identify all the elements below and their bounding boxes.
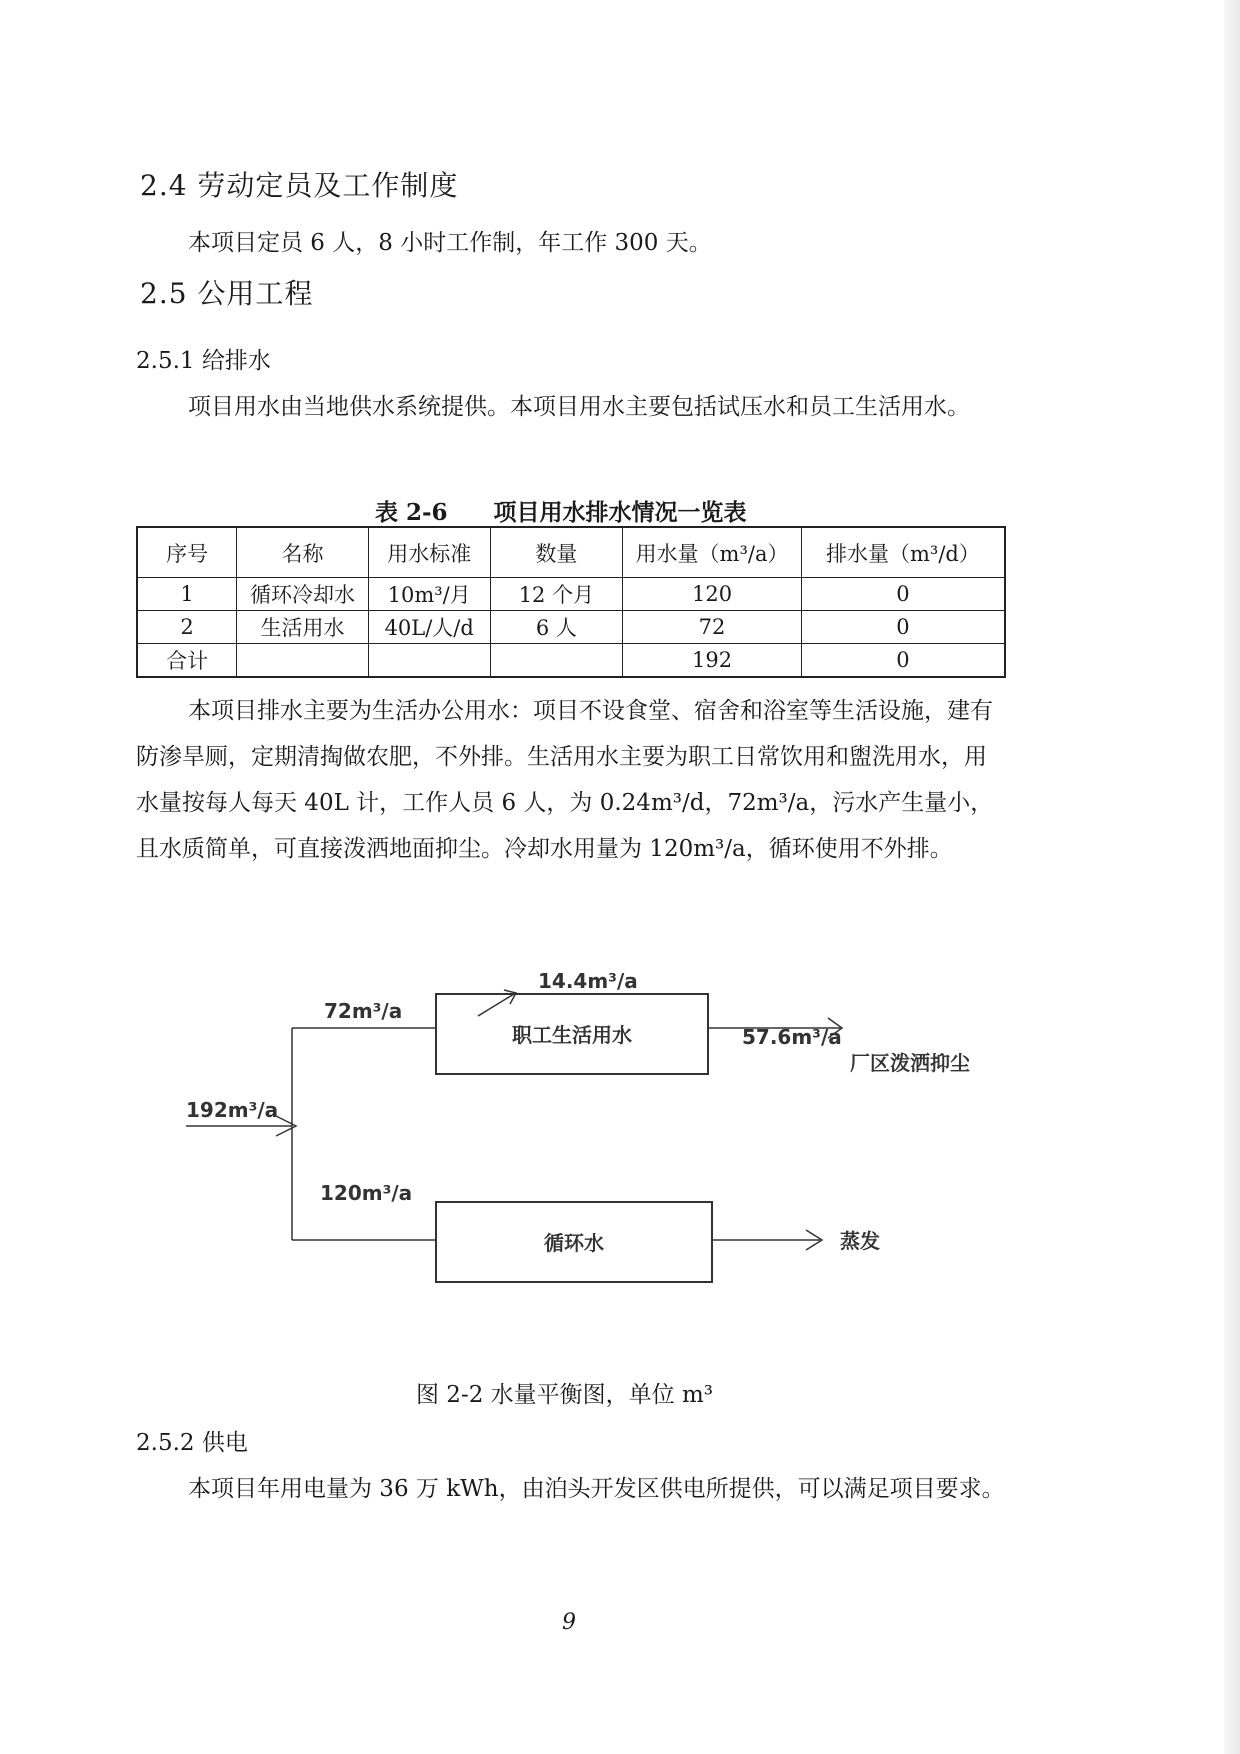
header-cell: 用水标准 xyxy=(368,527,490,578)
table-header-row xyxy=(137,527,1005,578)
table-cell: 0 xyxy=(801,578,1005,611)
table-total-row xyxy=(137,644,1005,678)
header-cell: 数量 xyxy=(490,527,623,578)
table-cell: 192 xyxy=(623,644,802,678)
drainage-paragraph xyxy=(136,688,1006,872)
table-caption: 表 2-6 项目用水排水情况一览表 xyxy=(375,499,747,526)
page-number: 9 xyxy=(562,1610,576,1635)
top-branch-flow-label: 72m³/a xyxy=(324,999,403,1023)
table-cell: 40L/人/d xyxy=(368,611,490,644)
water-supply-text: 项目用水由当地供水系统提供。本项目用水主要包括试压水和员工生活用水。 xyxy=(188,394,970,420)
table-cell: 2 xyxy=(137,611,237,644)
header-cell: 名称 xyxy=(237,527,369,578)
evaporation-arrow-top xyxy=(478,994,514,1016)
table-cell: 0 xyxy=(801,644,1005,678)
table-cell: 1 xyxy=(137,578,237,611)
header-cell: 序号 xyxy=(137,527,237,578)
table-cell xyxy=(237,644,369,678)
evaporation-label: 蒸发 xyxy=(840,1229,880,1253)
table-cell xyxy=(368,644,490,678)
table-cell: 10m³/月 xyxy=(368,578,490,611)
power-supply-text: 本项目年用电量为 36 万 kWh，由泊头开发区供电所提供，可以满足项目要求。 xyxy=(188,1476,1005,1502)
dust-suppression-label: 厂区泼洒抑尘 xyxy=(850,1051,970,1075)
diagram-caption: 图 2-2 水量平衡图，单位 m³ xyxy=(416,1382,714,1408)
water-usage-table xyxy=(136,526,1006,678)
section-heading-2-4: 2.4 劳动定员及工作制度 xyxy=(140,169,459,202)
table-cell: 0 xyxy=(801,611,1005,644)
power-supply-paragraph xyxy=(136,1466,1006,1512)
bottom-branch-flow-label: 120m³/a xyxy=(320,1181,413,1205)
header-cell: 排水量（m³/d） xyxy=(801,527,1005,578)
input-flow-label: 192m³/a xyxy=(186,1098,279,1122)
table-cell: 12 个月 xyxy=(490,578,623,611)
table-cell: 6 人 xyxy=(490,611,623,644)
domestic-water-label: 职工生活用水 xyxy=(512,1023,632,1047)
top-output-flow-label: 57.6m³/a xyxy=(742,1025,842,1049)
header-cell: 用水量（m³/a） xyxy=(623,527,802,578)
staffing-text: 本项目定员 6 人，8 小时工作制，年工作 300 天。 xyxy=(188,230,712,256)
table-cell: 循环冷却水 xyxy=(237,578,369,611)
table-cell: 生活用水 xyxy=(237,611,369,644)
water-balance-diagram xyxy=(0,960,1240,1290)
section-heading-2-5: 2.5 公用工程 xyxy=(140,277,314,310)
evaporation-flow-label: 14.4m³/a xyxy=(538,969,638,993)
drainage-text: 本项目排水主要为生活办公用水：项目不设食堂、宿舍和浴室等生活设施，建有防渗旱厕，定期清掏做农肥，不外排。生活用水主要为职工日常饮用和盥洗用水，用水量按每人每天 40L 计，工作人员 6 人，为 0.24m³/d，72m³/a，污水产生量小，且水质简单，可直接泼洒地面抑尘。冷却水用量为 120m³/a，循环使用不外排。 xyxy=(136,698,994,862)
scan-edge xyxy=(1224,0,1240,1754)
subsection-heading-2-5-2: 2.5.2 供电 xyxy=(136,1430,248,1456)
table-cell: 72 xyxy=(623,611,802,644)
table-cell: 120 xyxy=(623,578,802,611)
table-row xyxy=(137,578,1005,611)
water-supply-paragraph xyxy=(136,384,1006,430)
table-cell xyxy=(490,644,623,678)
staffing-paragraph xyxy=(136,220,1006,266)
table-row xyxy=(137,611,1005,644)
subsection-heading-2-5-1: 2.5.1 给排水 xyxy=(136,348,271,374)
circulating-water-label: 循环水 xyxy=(544,1231,604,1255)
table-cell: 合计 xyxy=(137,644,237,678)
